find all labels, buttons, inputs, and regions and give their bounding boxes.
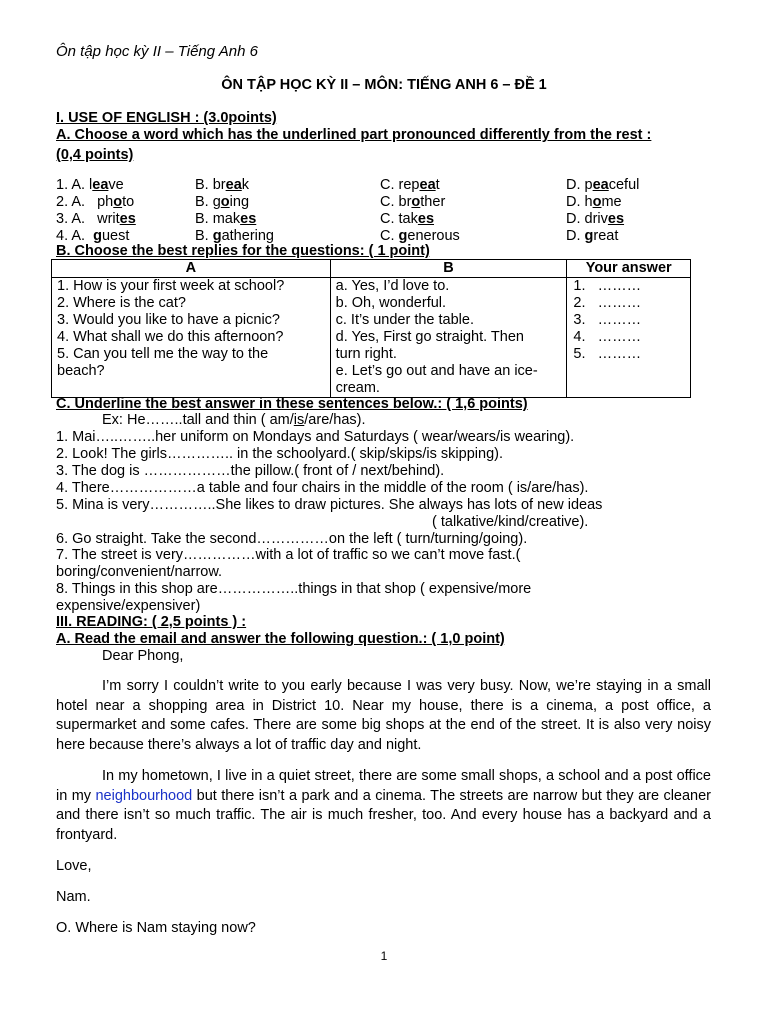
sentence-4: 4. There………………a table and four chairs in the middle of the room ( is/are/has). [56, 480, 589, 496]
question-1: 1. How is your first week at school? [57, 278, 285, 294]
reply-e: e. Let’s go out and have an ice- [335, 363, 538, 379]
email-signature: Nam. [56, 889, 91, 905]
email-closing: Love, [56, 858, 92, 874]
question-4: 4. What shall we do this afternoon? [57, 329, 284, 345]
question-2: 2. Where is the cat? [57, 295, 186, 311]
reply-b: b. Oh, wonderful. [335, 295, 447, 311]
section1-heading: I. USE OF ENGLISH : (3.0points) [56, 110, 277, 126]
reply-d: d. Yes, First go straight. Then [335, 329, 524, 345]
answer-blank-3: 3. ……… [573, 312, 642, 328]
option-b: B. going [195, 194, 250, 210]
option-c: C. takes [380, 211, 435, 227]
question-5-cont: beach? [57, 363, 105, 379]
email-paragraph-1: I’m sorry I couldn’t write to you early because I was very busy. Now, we’re staying in a small hotel near a shopping area in District 10. Near my house, there is a cinema, a post office, a supermarket and some cafes. There are some big shops at the end of the street. It is also very noisy here because there’s always a lot of traffic day and night. [56, 678, 711, 753]
table-header-row [52, 260, 691, 278]
partA-row-1 [0, 177, 768, 194]
partA-heading-line1: A. Choose a word which has the underlined part pronounced differently from the rest : [56, 127, 652, 143]
reading-partA-heading: A. Read the email and answer the following question.: ( 1,0 point) [56, 631, 505, 647]
sentence-1: 1. Mai…..……..her uniform on Mondays and Saturdays ( wear/wears/is wearing). [56, 429, 575, 445]
page-title: ÔN TẬP HỌC KỲ II – MÔN: TIẾNG ANH 6 – ĐỀ 1 [221, 77, 547, 93]
sentence-8: 8. Things in this shop are……………..things in that shop ( expensive/more [56, 581, 532, 597]
email-greeting: Dear Phong, [102, 648, 184, 664]
table-row [52, 278, 691, 398]
answer-blank-4: 4. ……… [573, 329, 642, 345]
option-b: B. break [195, 177, 250, 193]
option-b: B. gathering [195, 228, 274, 244]
sentence-8-options: expensive/expensiver) [56, 598, 201, 614]
answer-blank-1: 1. ……… [573, 278, 642, 294]
partA-row-2 [0, 194, 768, 211]
sentence-3: 3. The dog is ………………the pillow.( front of / next/behind). [56, 463, 445, 479]
option-c: C. generous [380, 228, 460, 244]
question-3: 3. Would you like to have a picnic? [57, 312, 281, 328]
option-a: 2. A. photo [56, 194, 135, 210]
reply-a: a. Yes, I’d love to. [335, 278, 450, 294]
partB-heading: B. Choose the best replies for the questions: ( 1 point) [56, 243, 430, 259]
column-header-b: B [330, 260, 567, 278]
option-d: D. drives [566, 211, 625, 227]
reply-e-cont: cream. [335, 380, 380, 396]
partA-heading-line2: (0,4 points) [56, 147, 134, 163]
option-c: C. repeat [380, 177, 440, 193]
option-d: D. home [566, 194, 622, 210]
answer-blank-2: 2. ……… [573, 295, 642, 311]
option-a: 3. A. writes [56, 211, 136, 227]
sentence-5-options: ( talkative/kind/creative). [432, 514, 589, 530]
sentence-2: 2. Look! The girls………….. in the schoolyard.( skip/skips/is skipping). [56, 446, 503, 462]
option-a: 1. A. leave [56, 177, 124, 193]
option-c: C. brother [380, 194, 446, 210]
replies-cell [330, 278, 567, 398]
sentence-7-options: boring/convenient/narrow. [56, 564, 223, 580]
column-header-a: A [52, 260, 331, 278]
sentence-6: 6. Go straight. Take the second……………on the left ( turn/turning/going). [56, 531, 528, 547]
sentence-7: 7. The street is very……………with a lot of traffic so we can’t move fast.( [56, 547, 521, 563]
partA-row-3 [0, 211, 768, 228]
email-paragraph-2: In my hometown, I live in a quiet street, there are some small shops, a school and a post office in my neighbourhood but there isn’t a park and a cinema. The streets are narrow but they are cleaner and there isn’t so much traffic. The air is much fresher, too. And every house has a backyard and a frontyard. [56, 768, 712, 843]
option-b: B. makes [195, 211, 257, 227]
sentence-5: 5. Mina is very…………..She likes to draw pictures. She always has lots of new ideas [56, 497, 603, 513]
questions-cell [52, 278, 331, 398]
section3-heading: III. READING: ( 2,5 points ) : [56, 614, 247, 630]
answer-blank-5: 5. ……… [573, 346, 642, 362]
column-header-answer: Your answer [567, 260, 691, 278]
reading-question: O. Where is Nam staying now? [56, 920, 256, 936]
option-a: 4. A. guest [56, 228, 130, 244]
page-number: 1 [380, 949, 388, 963]
neighbourhood-link[interactable]: neighbourhood [95, 787, 193, 804]
answers-cell[interactable] [567, 278, 691, 398]
option-d: D. great [566, 228, 619, 244]
question-5: 5. Can you tell me the way to the [57, 346, 269, 362]
running-header: Ôn tập học kỳ II – Tiếng Anh 6 [56, 43, 258, 60]
reply-d-cont: turn right. [335, 346, 397, 362]
replies-table [51, 259, 691, 398]
option-d: D. peaceful [566, 177, 640, 193]
partC-heading: C. Underline the best answer in these sentences below.: ( 1,6 points) [56, 396, 528, 412]
partC-example: Ex: He……..tall and thin ( am/is/are/has). [102, 412, 366, 428]
reply-c: c. It’s under the table. [335, 312, 474, 328]
